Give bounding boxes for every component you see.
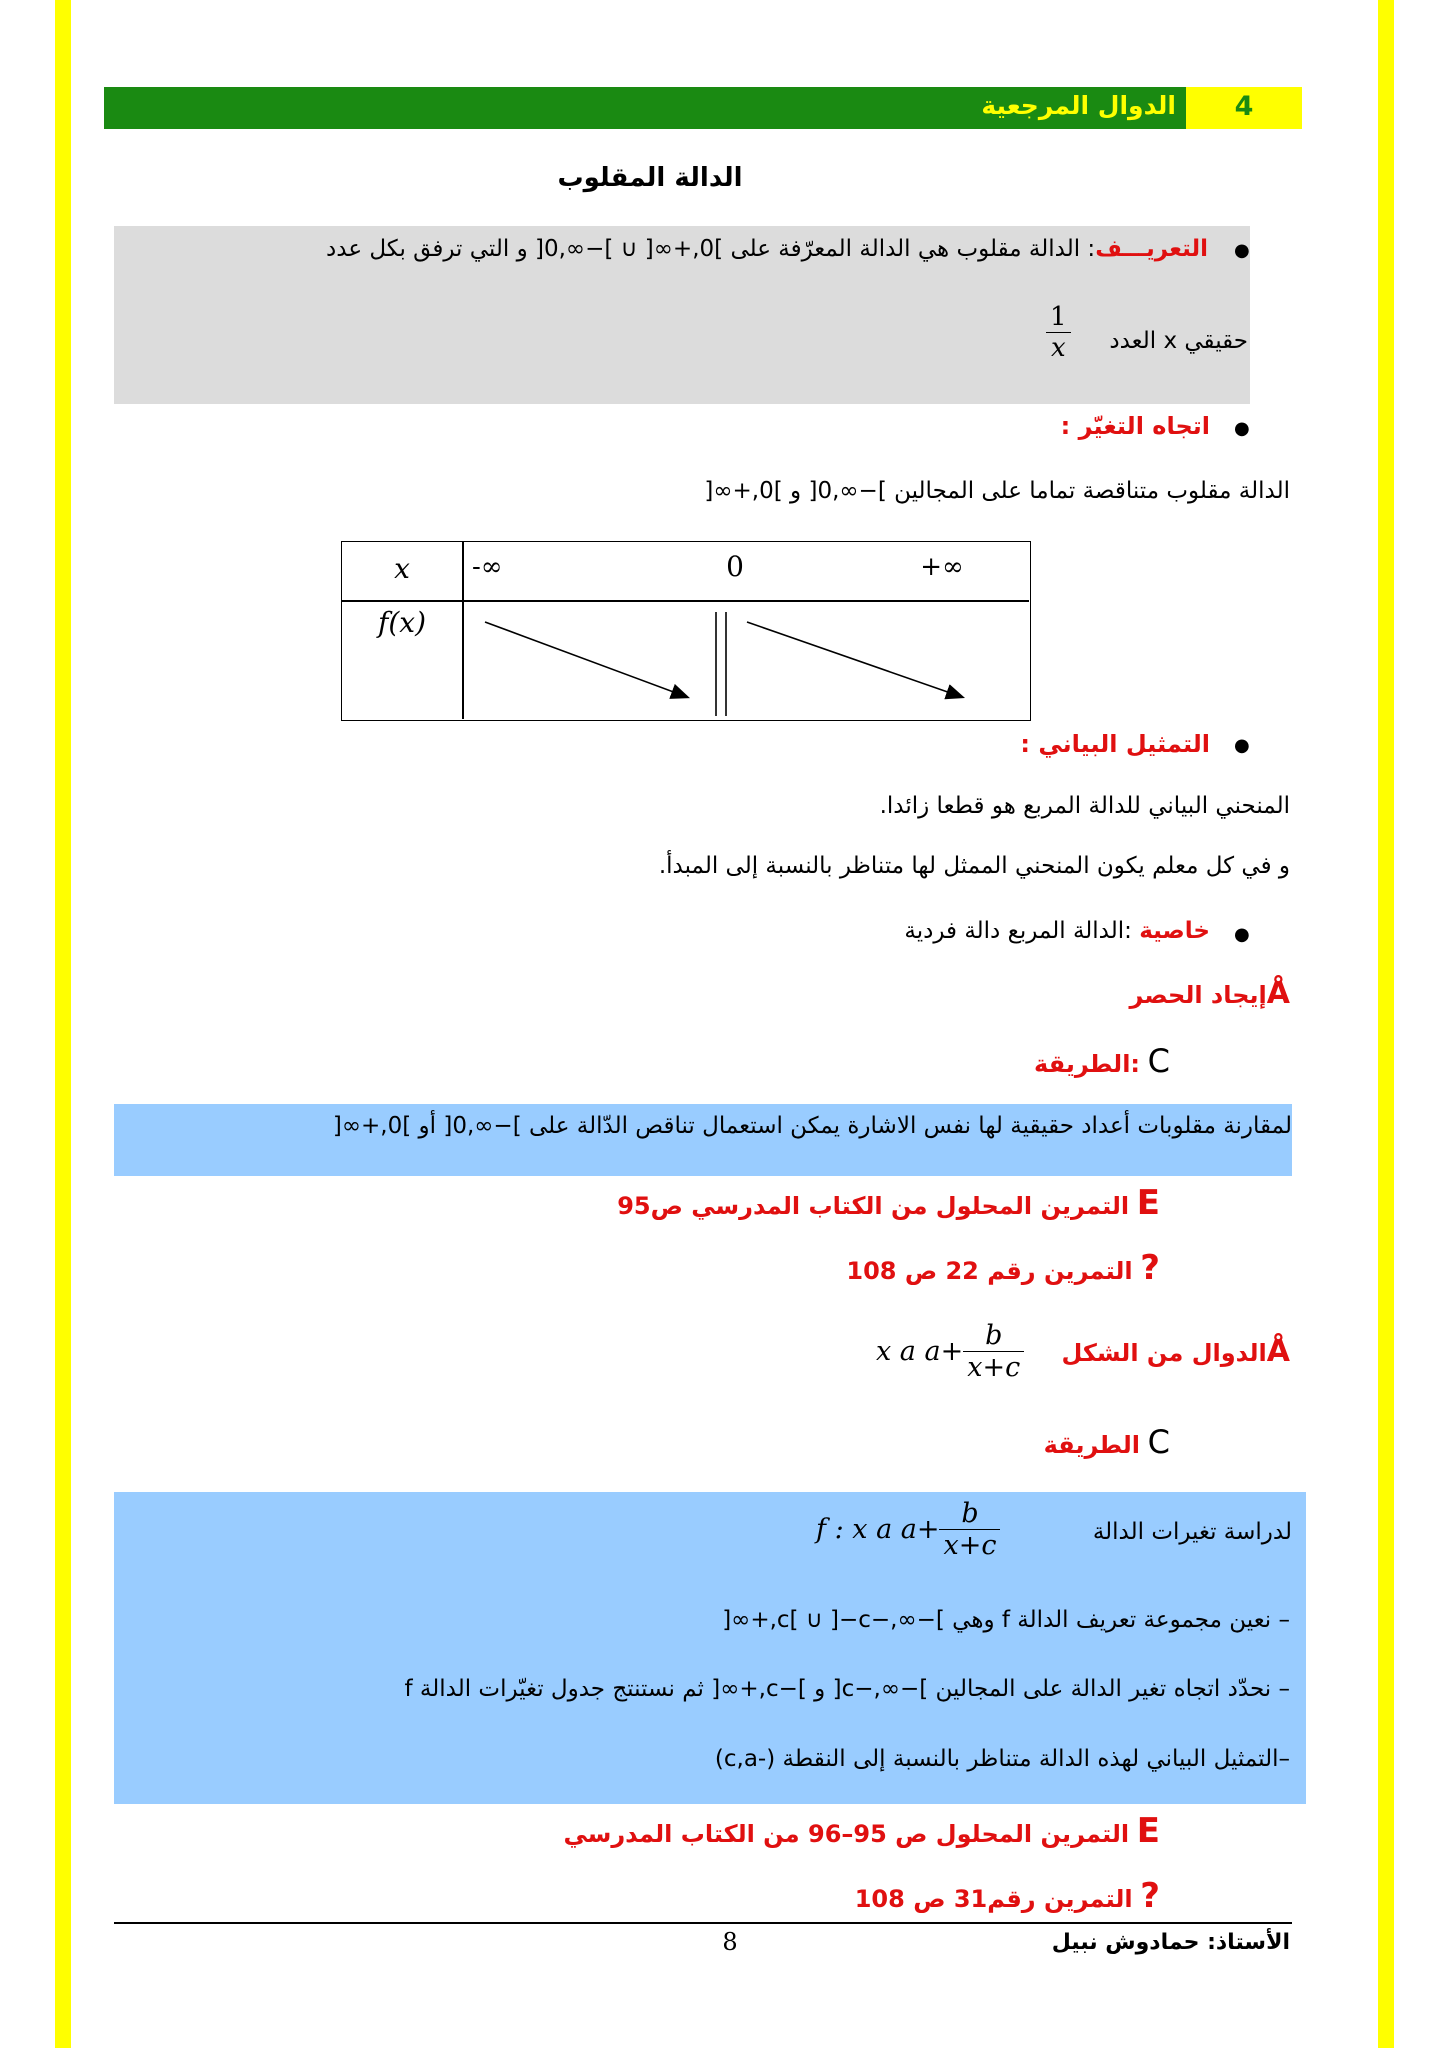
section-title: الدالة المقلوب [557, 163, 743, 193]
form-box-line4: –التمثيل البياني لهذه الدالة متناظر بالنسبة إلى النقطة (-c,a) [714, 1746, 1290, 1772]
form-box-line3: – نحدّد اتجاه تغير الدالة على المجالين ]−∞,−c[ و ]−c,+∞[ ثم نستنتج جدول تغيّرات الدالة f [404, 1676, 1290, 1702]
table-value: -∞ [472, 552, 503, 582]
decreasing-arrow [485, 622, 687, 697]
fraction-denominator: x+c [943, 1530, 997, 1561]
fraction-numerator: 1 [1046, 302, 1071, 333]
decreasing-arrow [747, 622, 962, 697]
form-title: الدوال من الشكل [1061, 1339, 1267, 1367]
question-icon: ? [1140, 1248, 1160, 1288]
bounds-box-text: لمقارنة مقلوبات أعداد حقيقية لها نفس الاشارة يمكن استعمال تناقص الدّالة على ]−∞,0[ أو ]0,+∞[ [332, 1113, 1292, 1139]
form-box-line2: – نعين مجموعة تعريف الدالة f وهي ]−∞,−c[ ∪ ]−c,+∞[ [722, 1607, 1290, 1633]
variation-text: الدالة مقلوب متناقصة تماما على المجالين ]−∞,0[ و ]0,+∞[ [704, 478, 1290, 504]
table-x-label: x [394, 552, 410, 585]
form-box-formula [816, 1498, 1000, 1561]
graph-line1: المنحني البياني للدالة المربع هو قطعا زائدا. [879, 793, 1290, 819]
book-icon: E [1136, 1183, 1160, 1223]
question-icon: ? [1140, 1876, 1160, 1916]
bullet-icon: ● [1234, 418, 1250, 439]
form-formula [876, 1320, 1024, 1383]
page-number: 8 [722, 1928, 738, 1956]
definition-line2: حقيقي x العدد [1109, 328, 1248, 354]
definition-line1 [130, 236, 1208, 262]
bullet-icon: ● [1234, 924, 1250, 945]
exercise-text: التمرين المحلول من الكتاب المدرسي ص95 [617, 1192, 1130, 1220]
form-method [900, 1423, 1170, 1461]
exercise-text: التمرين المحلول ص 95–96 من الكتاب المدرسي [563, 1820, 1130, 1848]
property-label: خاصية [1139, 918, 1210, 944]
method-label: الطريقة [1043, 1431, 1141, 1459]
header-number: 4 [1234, 91, 1254, 122]
form-box-line1: لدراسة تغيرات الدالة [1092, 1519, 1292, 1545]
exercise-text: التمرين رقم31 ص 108 [854, 1885, 1133, 1913]
formula-fraction [963, 1320, 1024, 1383]
form-exercise1 [540, 1811, 1160, 1851]
bounds-method [900, 1042, 1170, 1080]
footer-rule [114, 1922, 1292, 1924]
definition-label: التعريـــف [1095, 236, 1208, 262]
bounds-title: إيجاد الحصر [1129, 981, 1267, 1009]
definition-fraction [1046, 302, 1071, 363]
bounds-exercise2 [700, 1248, 1160, 1288]
variation-label: اتجاه التغيّر : [1060, 412, 1210, 440]
footer-author: الأستاذ: حمادوش نبيل [1051, 1930, 1290, 1955]
property-text: :الدالة المربع دالة فردية [904, 918, 1132, 944]
form-exercise2 [780, 1876, 1160, 1916]
definition-text: : الدالة مقلوب هي الدالة المعرّفة على ]0,+∞[ ∪ ]−∞,0[ و التي ترفق بكل عدد [326, 236, 1096, 262]
table-value: 0 [726, 550, 744, 583]
method-label: :الطريقة [1034, 1050, 1141, 1078]
header-title: الدوال المرجعية [981, 91, 1176, 120]
form-icon: Å [1266, 1334, 1290, 1369]
left-margin-bar [55, 0, 71, 2048]
variation-table [341, 541, 1031, 721]
property-line [700, 918, 1210, 944]
table-arrows [342, 542, 1029, 719]
formula-left: x a a+ [876, 1336, 964, 1367]
bounds-heading [900, 976, 1290, 1011]
fraction-numerator: b [939, 1498, 1000, 1530]
bounds-exercise1 [600, 1183, 1160, 1223]
method-icon: C [1147, 1042, 1170, 1080]
formula-fraction [939, 1498, 1000, 1561]
graph-line2: و في كل معلم يكون المنحني الممثل لها متناظر بالنسبة إلى المبدأ. [658, 853, 1290, 879]
bounds-icon: Å [1266, 976, 1290, 1011]
book-icon: E [1136, 1811, 1160, 1851]
exercise-text: التمرين رقم 22 ص 108 [846, 1257, 1133, 1285]
graph-label: التمثيل البياني : [1020, 730, 1210, 758]
formula-left: f : x a a+ [816, 1514, 940, 1545]
fraction-numerator: b [963, 1320, 1024, 1352]
table-value: +∞ [920, 552, 964, 582]
method-icon: C [1147, 1423, 1170, 1461]
right-margin-bar [1378, 0, 1394, 2048]
form-heading [1061, 1334, 1290, 1369]
bullet-icon: ● [1234, 240, 1250, 261]
table-fx-label: f(x) [377, 606, 426, 639]
bullet-icon: ● [1234, 735, 1250, 756]
fraction-denominator: x+c [967, 1352, 1021, 1383]
fraction-denominator: x [1050, 333, 1066, 363]
